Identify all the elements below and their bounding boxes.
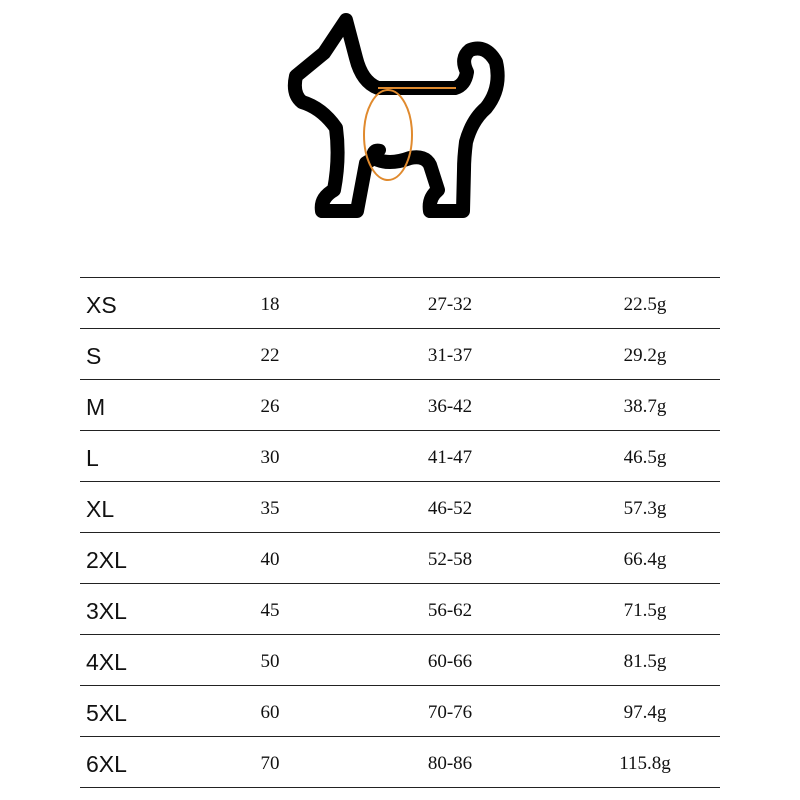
size-cell: 3XL xyxy=(86,598,127,624)
size-cell: 2XL xyxy=(86,547,127,573)
weight-cell: 66.4g xyxy=(623,549,667,570)
dog-outline xyxy=(295,20,498,211)
table-row xyxy=(80,379,720,430)
dog-silhouette-icon xyxy=(280,8,520,228)
table-row xyxy=(80,685,720,736)
neck-cell: 40 xyxy=(260,549,280,570)
chest-cell: 31-37 xyxy=(427,345,473,366)
weight-cell: 97.4g xyxy=(623,702,667,723)
size-cell: XL xyxy=(86,496,115,522)
chest-cell: 41-47 xyxy=(427,447,473,468)
table-row xyxy=(80,277,720,328)
weight-cell: 29.2g xyxy=(623,345,667,366)
weight-cell: 81.5g xyxy=(623,651,667,672)
weight-cell: 22.5g xyxy=(623,294,667,315)
chest-cell: 46-52 xyxy=(427,498,473,519)
chest-cell: 52-58 xyxy=(427,549,473,570)
table-row xyxy=(80,481,720,532)
table-row xyxy=(80,328,720,379)
weight-cell: 57.3g xyxy=(623,498,667,519)
weight-cell: 71.5g xyxy=(623,600,667,621)
weight-cell: 38.7g xyxy=(623,396,667,417)
neck-cell: 22 xyxy=(260,345,280,366)
weight-cell: 115.8g xyxy=(619,753,671,774)
neck-cell: 26 xyxy=(260,396,280,417)
table-row xyxy=(80,736,720,788)
table-row xyxy=(80,583,720,634)
neck-cell: 70 xyxy=(260,753,280,774)
size-cell: 5XL xyxy=(86,700,127,726)
table-row xyxy=(80,430,720,481)
neck-cell: 50 xyxy=(260,651,280,672)
chest-cell: 27-32 xyxy=(427,294,473,315)
chest-cell: 70-76 xyxy=(427,702,473,723)
neck-cell: 35 xyxy=(260,498,280,519)
chest-cell: 56-62 xyxy=(427,600,473,621)
size-cell: L xyxy=(86,445,99,471)
chest-cell: 80-86 xyxy=(427,753,473,774)
size-cell: 4XL xyxy=(86,649,127,675)
size-cell: S xyxy=(86,343,102,369)
table-row xyxy=(80,532,720,583)
table-row xyxy=(80,634,720,685)
neck-cell: 60 xyxy=(260,702,280,723)
size-chart-table xyxy=(80,277,720,788)
neck-cell: 18 xyxy=(260,294,280,315)
size-cell: XS xyxy=(86,292,117,318)
neck-cell: 45 xyxy=(260,600,280,621)
size-cell: 6XL xyxy=(86,751,127,777)
weight-cell: 46.5g xyxy=(623,447,667,468)
neck-cell: 30 xyxy=(260,447,280,468)
chest-cell: 60-66 xyxy=(427,651,473,672)
chest-cell: 36-42 xyxy=(427,396,473,417)
size-cell: M xyxy=(86,394,106,420)
